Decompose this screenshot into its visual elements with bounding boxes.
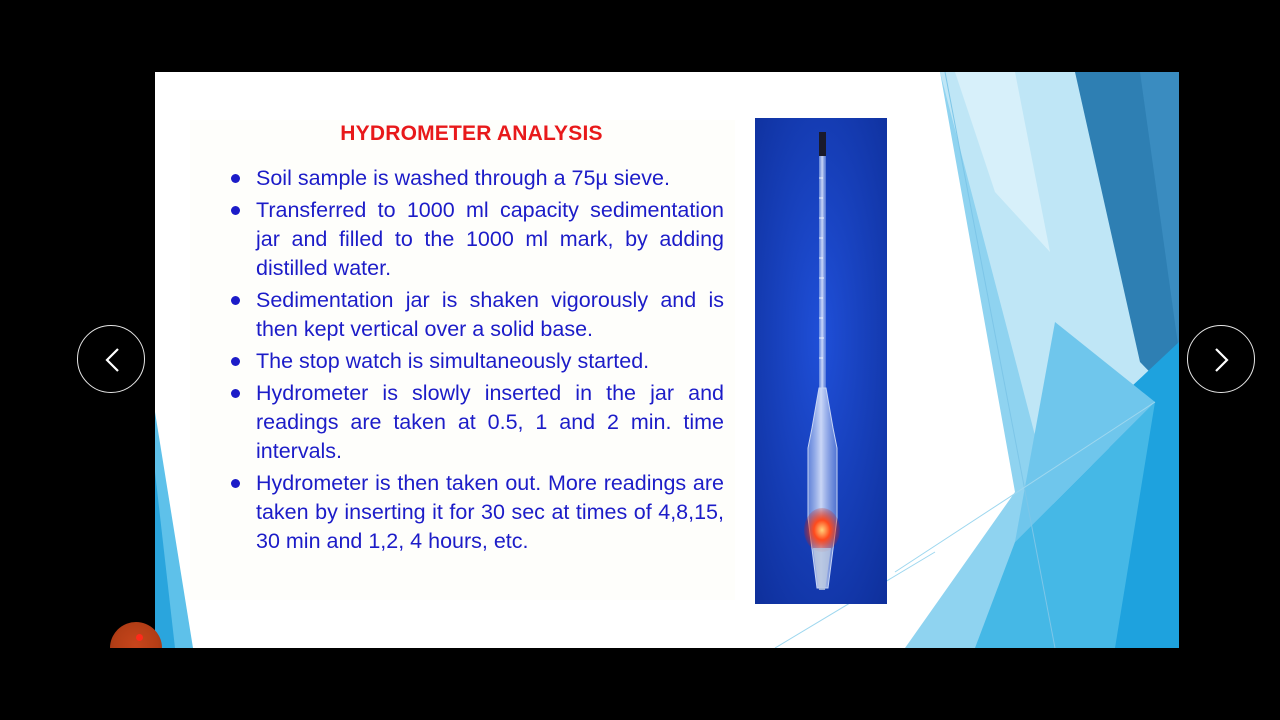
chevron-left-icon	[78, 326, 146, 394]
bullet-dot-icon	[231, 389, 240, 398]
bullet-dot-icon	[231, 296, 240, 305]
bullet-text: Sedimentation jar is shaken vigorously and is then kept vertical over a solid base.	[256, 288, 724, 341]
presentation-slide	[155, 72, 1179, 648]
bullet-item	[225, 286, 724, 344]
bullet-item	[225, 196, 724, 283]
bullet-text: Hydrometer is slowly inserted in the jar and readings are taken at 0.5, 1 and 2 min. time intervals.	[256, 381, 724, 463]
bullet-list	[225, 164, 724, 559]
bullet-dot-icon	[231, 357, 240, 366]
bullet-dot-icon	[231, 479, 240, 488]
bullet-text: The stop watch is simultaneously started.	[256, 349, 650, 373]
next-slide-button[interactable]	[1187, 325, 1255, 393]
chevron-right-icon	[1188, 326, 1256, 394]
bullet-text: Soil sample is washed through a 75µ sieve.	[256, 166, 670, 190]
hydrometer-photo	[755, 118, 887, 604]
bullet-text: Transferred to 1000 ml capacity sedimentation jar and filled to the 1000 ml mark, by adding distilled water.	[256, 198, 724, 280]
bullet-item	[225, 379, 724, 466]
record-dot-center	[136, 634, 143, 641]
previous-slide-button[interactable]	[77, 325, 145, 393]
bullet-item	[225, 347, 724, 376]
bullet-dot-icon	[231, 206, 240, 215]
bullet-text: Hydrometer is then taken out. More readings are taken by inserting it for 30 sec at times of 4,8,15, 30 min and 1,2, 4 hours, etc.	[256, 471, 724, 553]
bullet-item	[225, 164, 724, 193]
bottom-letterbox	[100, 648, 180, 688]
bullet-dot-icon	[231, 174, 240, 183]
slide-title: HYDROMETER ANALYSIS	[340, 122, 603, 145]
bullet-item	[225, 469, 724, 556]
